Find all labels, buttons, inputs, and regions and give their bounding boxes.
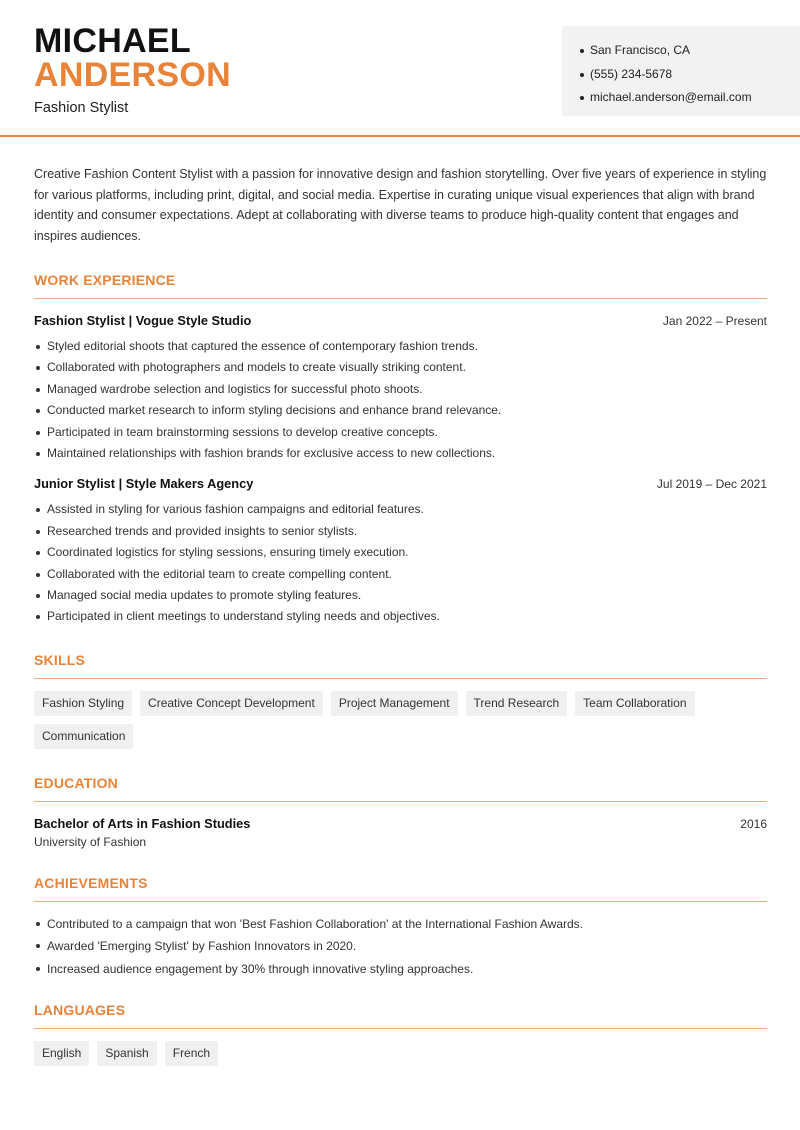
- achievement-item: Increased audience engagement by 30% through innovative styling approaches.: [34, 958, 767, 981]
- section-title-languages: LANGUAGES: [34, 1002, 767, 1029]
- contact-location: San Francisco, CA: [580, 39, 800, 63]
- skill-tag: Fashion Styling: [34, 691, 132, 716]
- job-bullet: Conducted market research to inform styling decisions and enhance brand relevance.: [34, 400, 767, 421]
- skills-section: [34, 652, 767, 749]
- section-title-education: EDUCATION: [34, 775, 767, 802]
- education-year: 2016: [740, 816, 767, 831]
- section-title-experience: WORK EXPERIENCE: [34, 272, 767, 299]
- job-entry-date: Jul 2019 – Dec 2021: [656, 477, 767, 492]
- job-bullet: Coordinated logistics for styling sessions, ensuring timely execution.: [34, 542, 767, 563]
- achievements-section: [34, 875, 767, 981]
- section-title-skills: SKILLS: [34, 652, 767, 679]
- education-degree: Bachelor of Arts in Fashion Studies: [34, 815, 251, 831]
- education-school: University of Fashion: [34, 834, 147, 849]
- job-bullet: Researched trends and provided insights to senior stylists.: [34, 521, 767, 542]
- first-name: MICHAEL: [34, 22, 191, 60]
- job-title: Fashion Stylist: [34, 100, 129, 116]
- job-bullet: Managed social media updates to promote styling features.: [34, 585, 767, 606]
- language-tag: Spanish: [97, 1041, 156, 1066]
- contact-email[interactable]: michael.anderson@email.com: [580, 86, 800, 110]
- job-bullet: Collaborated with photographers and models to create visually striking content.: [34, 357, 767, 378]
- language-tag: English: [34, 1041, 89, 1066]
- job-bullet: Collaborated with the editorial team to create compelling content.: [34, 564, 767, 585]
- job-bullet: Managed wardrobe selection and logistics for successful photo shoots.: [34, 379, 767, 400]
- skill-tag: Project Management: [331, 691, 458, 716]
- resume-body: [34, 164, 767, 1066]
- achievement-item: Awarded 'Emerging Stylist' by Fashion Innovators in 2020.: [34, 935, 767, 958]
- job-entry: [34, 476, 767, 627]
- job-entry-title: Junior Stylist | Style Makers Agency: [34, 476, 254, 492]
- job-entry-date: Jan 2022 – Present: [662, 314, 767, 328]
- job-bullet: Maintained relationships with fashion brands for exclusive access to new collections.: [34, 443, 767, 464]
- section-title-achievements: ACHIEVEMENTS: [34, 875, 767, 902]
- language-tag: French: [165, 1041, 218, 1066]
- achievement-item: Contributed to a campaign that won 'Best Fashion Collaboration' at the International Fashion Awards.: [34, 913, 767, 936]
- work-experience-section: [34, 272, 767, 628]
- job-entry-title: Fashion Stylist | Vogue Style Studio: [34, 313, 252, 328]
- job-bullet: Participated in team brainstorming sessions to develop creative concepts.: [34, 422, 767, 443]
- job-bullet: Assisted in styling for various fashion campaigns and editorial features.: [34, 499, 767, 520]
- skill-tag: Trend Research: [466, 691, 568, 716]
- job-bullet: Styled editorial shoots that captured the essence of contemporary fashion trends.: [34, 336, 767, 357]
- job-entry: [34, 313, 767, 464]
- skill-tag: Team Collaboration: [575, 691, 694, 716]
- last-name: ANDERSON: [34, 56, 231, 94]
- job-bullet: Participated in client meetings to understand styling needs and objectives.: [34, 606, 767, 627]
- contact-phone: (555) 234-5678: [580, 63, 800, 87]
- education-section: [34, 775, 767, 849]
- skill-tag: Creative Concept Development: [140, 691, 323, 716]
- summary: Creative Fashion Content Stylist with a passion for innovative design and fashion storytelling. Over five years of experience in styling for various platforms, including print, digital, and social media. Expertise in curating unique visual experiences that align with brand identity and consumer expectations. Adept at collaborating with diverse teams to produce high-quality content that engages and inspires audiences.: [34, 167, 767, 243]
- skill-tag: Communication: [34, 724, 133, 749]
- languages-section: [34, 1002, 767, 1066]
- contact-box: [562, 26, 800, 116]
- resume-header: [0, 0, 800, 137]
